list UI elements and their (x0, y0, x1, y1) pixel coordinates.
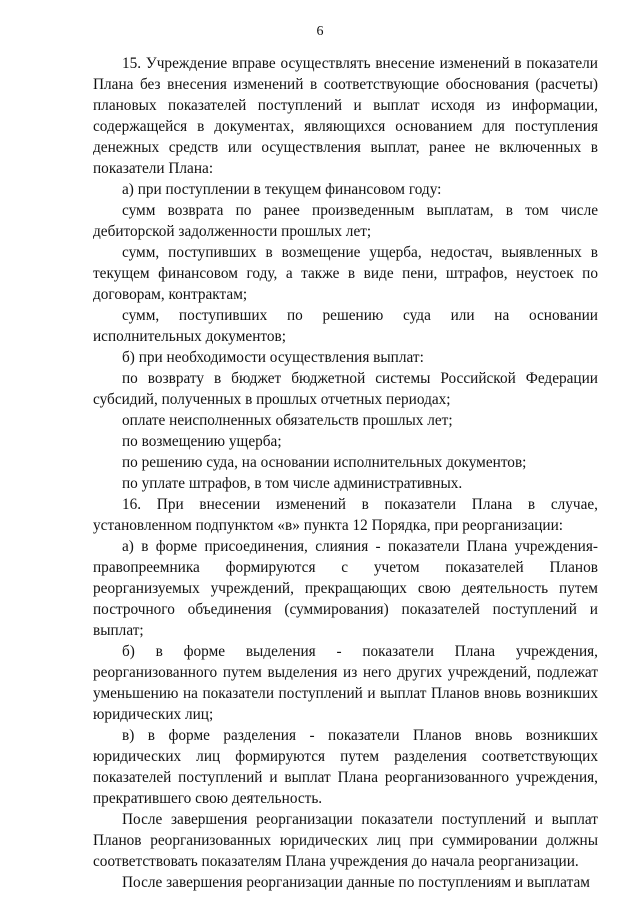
paragraph-unpaid-obligations: оплате неисполненных обязательств прошлых лет; (122, 412, 453, 429)
page-number: 6 (316, 24, 324, 39)
paragraph-c-division: в) в форме разделения - показатели Планов вновь возникших юридических лиц формируются путем разделения соответствующих показателей поступлений и выплат Плана реорганизованного учреждения, прекратившего свою деятельность. (93, 727, 598, 807)
paragraph-b-spinoff: б) в форме выделения - показатели Плана учреждения, реорганизованного путем выделения из него других учреждений, подлежат уменьшению на показатели поступлений и выплат Планов вновь возникших юридических лиц; (93, 643, 598, 723)
paragraph-refund-sums: сумм возврата по ранее произведенным выплатам, в том числе дебиторской задолженности прошлых лет; (93, 202, 598, 240)
paragraph-16: 16. При внесении изменений в показатели Плана в случае, установленном подпунктом «в» пункта 12 Порядка, при реорганизации: (93, 496, 598, 534)
paragraph-damage-sums: сумм, поступивших в возмещение ущерба, недостач, выявленных в текущем финансовом году, а также в виде пени, штрафов, неустоек по договорам, контрактам; (93, 244, 598, 303)
paragraph-b-payments: б) при необходимости осуществления выплат: (122, 349, 424, 366)
paragraph-after-reorg-data: После завершения реорганизации данные по поступлениям и выплатам (122, 874, 590, 891)
paragraph-a-merger: а) в форме присоединения, слияния - показатели Плана учреждения-правопреемника формируются с учетом показателей Планов реорганизуемых учреждений, прекращающих свою деятельность путем построчного объединения (суммирования) показателей поступлений и выплат; (93, 538, 598, 639)
paragraph-damage-compensation: по возмещению ущерба; (122, 433, 282, 450)
paragraph-court-sums: сумм, поступивших по решению суда или на основании исполнительных документов; (93, 307, 598, 345)
paragraph-a-income: а) при поступлении в текущем финансовом году: (122, 181, 442, 198)
paragraph-court-decision: по решению суда, на основании исполнительных документов; (122, 454, 527, 471)
paragraph-after-reorg-sum: После завершения реорганизации показатели поступлений и выплат Планов реорганизованных юридических лиц при суммировании должны соответствовать показателям Плана учреждения до начала реорганизации. (93, 811, 598, 870)
document-body (93, 53, 598, 893)
paragraph-budget-return: по возврату в бюджет бюджетной системы Российской Федерации субсидий, полученных в прошлых отчетных периодах; (93, 370, 598, 408)
paragraph-fines: по уплате штрафов, в том числе административных. (122, 475, 463, 492)
paragraph-15: 15. Учреждение вправе осуществлять внесение изменений в показатели Плана без внесения изменений в соответствующие обоснования (расчеты) плановых показателей поступлений и выплат исходя из информации, содержащейся в документах, являющихся основанием для поступления денежных средств или осуществления выплат, ранее не включенных в показатели Плана: (93, 55, 598, 177)
